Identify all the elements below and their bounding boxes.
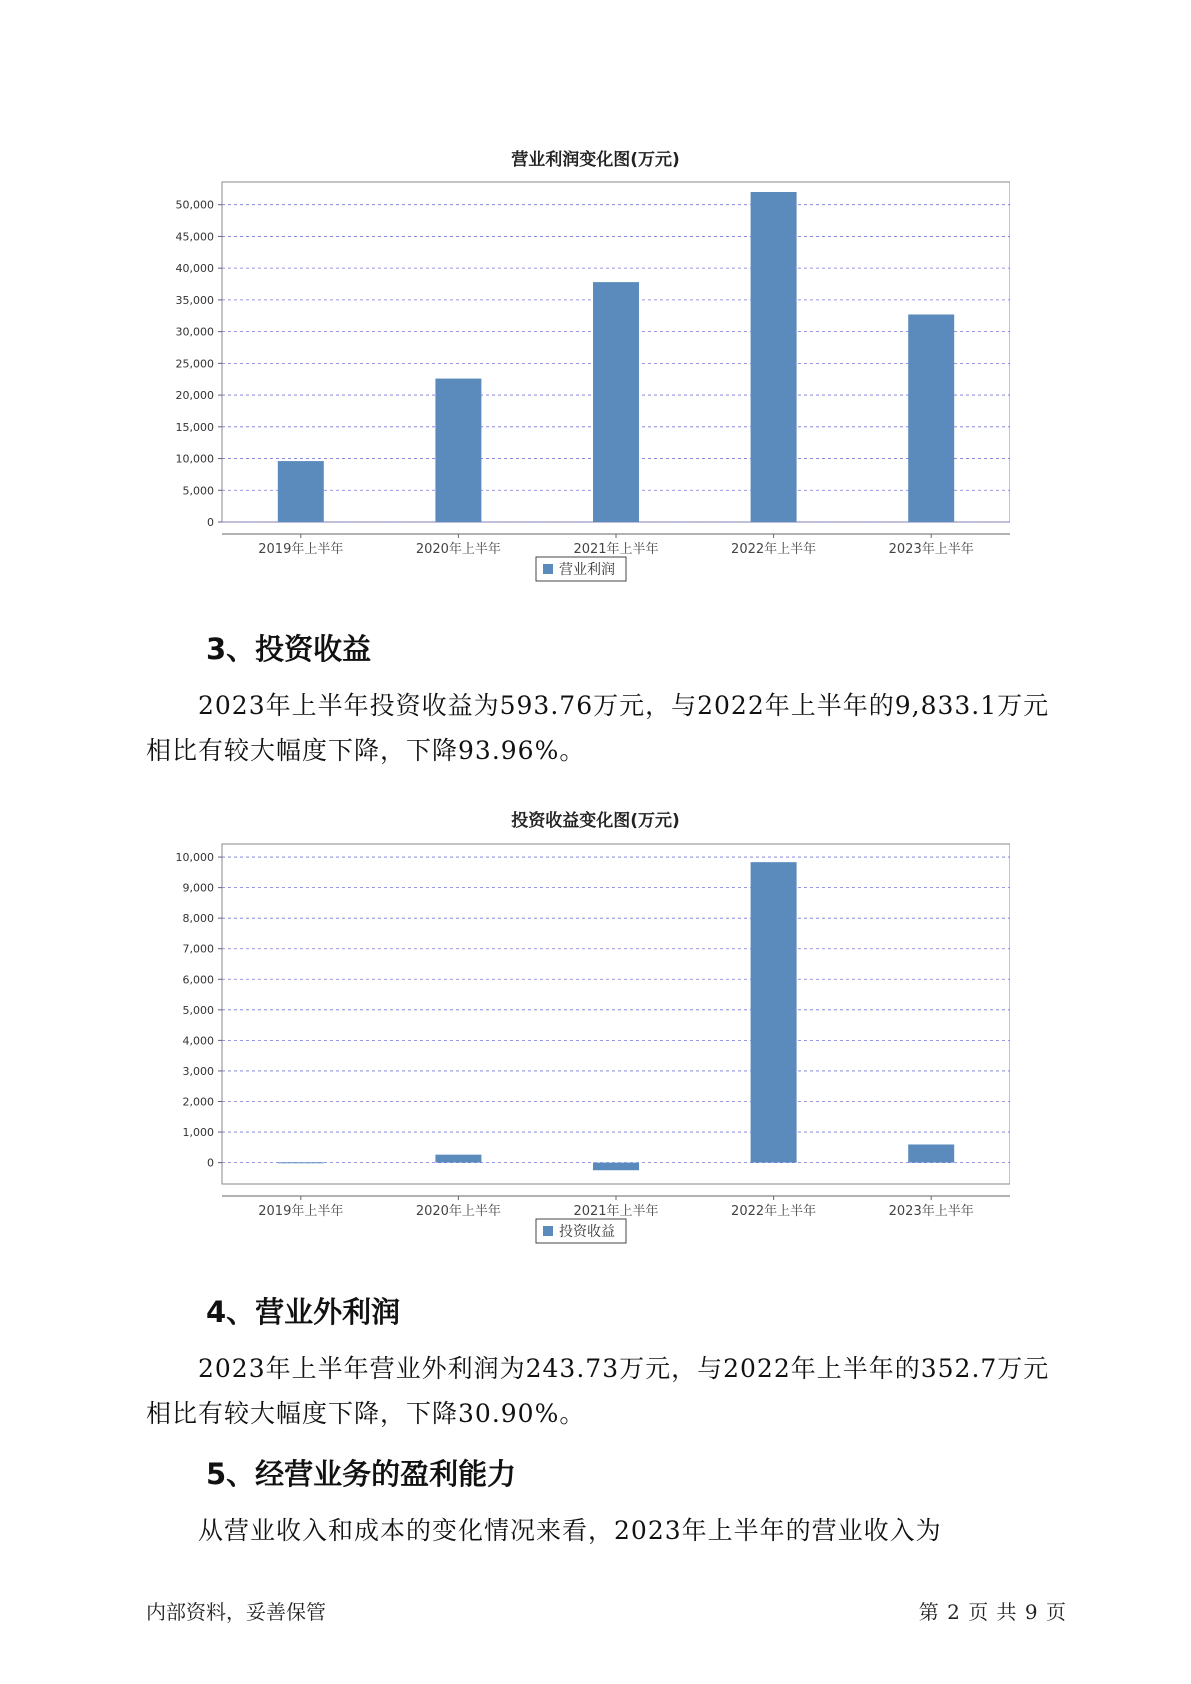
- footer-page-number: 第 2 页 共 9 页: [918, 1600, 1067, 1624]
- operating-profit-ytick-label: 5,000: [182, 484, 214, 498]
- operating-profit-bar: [593, 282, 639, 522]
- chart2-title: 投资收益变化图(万元): [511, 811, 680, 831]
- operating-profit-ytick-label: 40,000: [175, 262, 214, 276]
- paragraph-business-profitability: [146, 1508, 1066, 1553]
- operating-profit-ytick-label: 35,000: [175, 293, 214, 307]
- operating-profit-xtick-label: 2022年上半年: [731, 542, 817, 557]
- investment-income-legend-swatch: [543, 1226, 553, 1236]
- investment-income-ytick-label: 7,000: [182, 942, 214, 956]
- investment-income-ytick-label: 10,000: [175, 851, 214, 865]
- investment-income-ytick-label: 4,000: [182, 1034, 214, 1048]
- paragraph-business-profitability-text: 从营业收入和成本的变化情况来看，2023年上半年的营业收入为: [198, 1516, 942, 1545]
- operating-profit-chart-svg: [150, 170, 1010, 590]
- paragraph-investment-income: [146, 683, 1066, 773]
- chart1-title: 营业利润变化图(万元): [511, 150, 680, 170]
- operating-profit-ytick-label: 20,000: [175, 389, 214, 403]
- investment-income-ytick-label: 1,000: [182, 1126, 214, 1140]
- investment-income-ytick-label: 3,000: [182, 1064, 214, 1078]
- investment-income-legend-label: 投资收益: [559, 1224, 615, 1240]
- heading-business-profitability: 5、经营业务的盈利能力: [206, 1457, 517, 1491]
- operating-profit-bar: [278, 461, 324, 522]
- paragraph-investment-income-text: 2023年上半年投资收益为593.76万元，与2022年上半年的9,833.1万元相比有较大幅度下降，下降93.96%。: [146, 691, 1050, 765]
- operating-profit-xtick-label: 2021年上半年: [573, 542, 659, 557]
- operating-profit-legend-label: 营业利润: [559, 562, 615, 578]
- investment-income-xtick-label: 2020年上半年: [415, 1204, 501, 1219]
- heading-investment-income: 3、投资收益: [206, 632, 372, 666]
- footer-confidential-note: 内部资料，妥善保管: [146, 1600, 326, 1624]
- paragraph-non-operating-profit-text: 2023年上半年营业外利润为243.73万元，与2022年上半年的352.7万元相比有较大幅度下降，下降30.90%。: [146, 1354, 1050, 1428]
- investment-income-ytick-label: 2,000: [182, 1095, 214, 1109]
- operating-profit-chart: [150, 170, 1010, 590]
- investment-income-ytick-label: 0: [207, 1156, 214, 1170]
- investment-income-ytick-label: 8,000: [182, 912, 214, 926]
- investment-income-bar: [908, 1144, 954, 1162]
- operating-profit-ytick-label: 15,000: [175, 420, 214, 434]
- investment-income-bar: [435, 1155, 481, 1163]
- operating-profit-ytick-label: 45,000: [175, 230, 214, 244]
- paragraph-non-operating-profit: [146, 1346, 1066, 1436]
- heading-non-operating-profit: 4、营业外利润: [206, 1295, 401, 1329]
- operating-profit-ytick-label: 0: [207, 516, 214, 529]
- investment-income-xtick-label: 2023年上半年: [888, 1204, 974, 1219]
- operating-profit-ytick-label: 50,000: [175, 198, 214, 212]
- operating-profit-ytick-label: 10,000: [175, 452, 214, 466]
- operating-profit-xtick-label: 2019年上半年: [258, 542, 344, 557]
- operating-profit-bar: [908, 314, 954, 522]
- investment-income-ytick-label: 9,000: [182, 881, 214, 895]
- investment-income-bar: [278, 1162, 324, 1163]
- operating-profit-bar: [751, 192, 797, 522]
- operating-profit-xtick-label: 2023年上半年: [888, 542, 974, 557]
- operating-profit-bar: [435, 379, 481, 522]
- investment-income-chart: [150, 832, 1010, 1252]
- operating-profit-xtick-label: 2020年上半年: [415, 542, 501, 557]
- investment-income-ytick-label: 5,000: [182, 1003, 214, 1017]
- investment-income-legend: [536, 1219, 626, 1243]
- investment-income-bar: [593, 1163, 639, 1171]
- investment-income-xtick-label: 2021年上半年: [573, 1204, 659, 1219]
- investment-income-bar: [751, 862, 797, 1162]
- investment-income-ytick-label: 6,000: [182, 973, 214, 987]
- investment-income-plot-frame: [222, 844, 1010, 1184]
- investment-income-xtick-label: 2022年上半年: [731, 1204, 817, 1219]
- operating-profit-ytick-label: 25,000: [175, 357, 214, 371]
- operating-profit-legend-swatch: [543, 564, 553, 574]
- investment-income-chart-svg: [150, 832, 1010, 1252]
- operating-profit-ytick-label: 30,000: [175, 325, 214, 339]
- operating-profit-legend: [536, 557, 626, 581]
- investment-income-xtick-label: 2019年上半年: [258, 1204, 344, 1219]
